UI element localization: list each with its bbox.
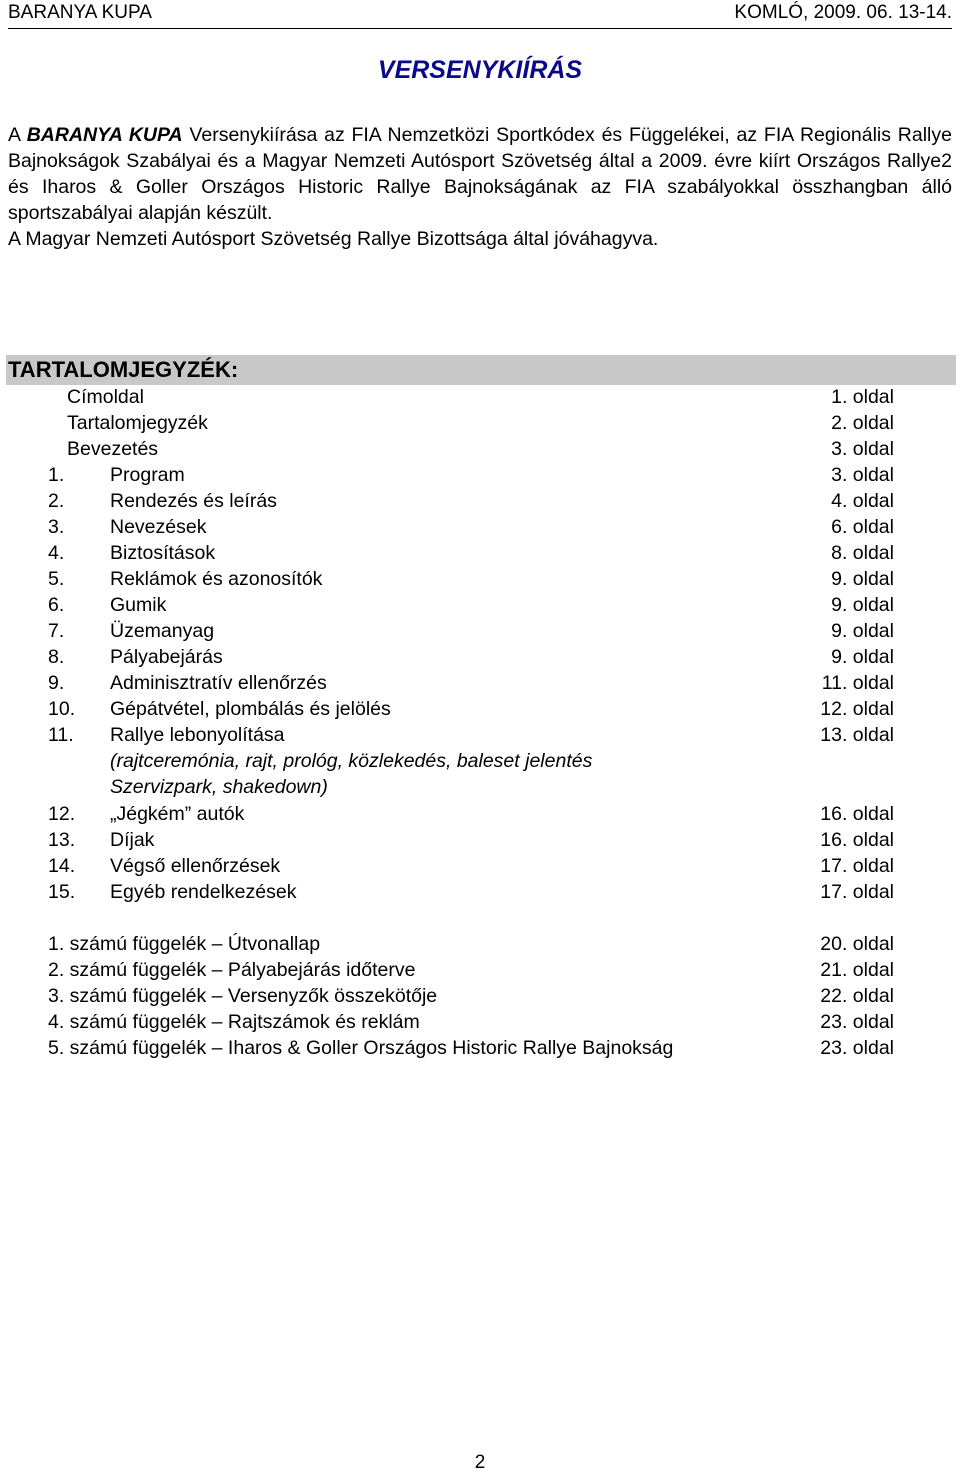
toc-label: Biztosítások	[110, 542, 216, 564]
toc-row	[0, 644, 960, 670]
toc-page: 3. oldal	[831, 464, 894, 486]
page-header	[8, 0, 952, 29]
toc-number: 8.	[48, 646, 65, 668]
toc-number: 1.	[48, 464, 65, 486]
toc-row	[0, 827, 960, 853]
appendix-page: 23. oldal	[820, 1037, 894, 1059]
toc-label: Egyéb rendelkezések	[110, 881, 297, 903]
intro-prefix: A	[8, 124, 27, 146]
toc-label: „Jégkém” autók	[110, 803, 245, 825]
page-title: VERSENYKIÍRÁS	[377, 56, 583, 84]
toc-note-line: (rajtceremónia, rajt, prológ, közlekedés, baleset jelentés	[110, 750, 593, 772]
toc-label: Nevezések	[110, 516, 207, 538]
toc-page: 1. oldal	[831, 386, 894, 408]
toc-item-note	[110, 748, 750, 800]
toc-page: 13. oldal	[820, 724, 894, 746]
appendix-page: 22. oldal	[820, 985, 894, 1007]
header-event-name: BARANYA KUPA	[8, 2, 152, 23]
toc-number: 3.	[48, 516, 65, 538]
intro-body: Versenykiírása az FIA Nemzetközi Sportkódex és Függelékei, az FIA Regionális Rallye Bajnokságok Szabályai és a Magyar Nemzeti Autósport Szövetség által a 2009. évre kiírt Országos Rallye2 és Iharos & Goller Országos Historic Rallye Bajnokságának az FIA szabályokkal összhangban álló sportszabályai alapján készült.	[8, 124, 952, 224]
toc-row	[0, 384, 960, 410]
toc-number: 10.	[48, 698, 76, 720]
page-number: 2	[474, 1452, 486, 1473]
toc-number: 4.	[48, 542, 65, 564]
toc-page: 17. oldal	[820, 881, 894, 903]
toc-number: 6.	[48, 594, 65, 616]
toc-label: Program	[110, 464, 185, 486]
toc-row	[0, 879, 960, 905]
toc-row	[0, 540, 960, 566]
toc-page: 3. oldal	[831, 438, 894, 460]
toc-label: Gépátvétel, plombálás és jelölés	[110, 698, 391, 720]
appendix-label: 1. számú függelék – Útvonallap	[48, 933, 321, 955]
toc-page: 17. oldal	[820, 855, 894, 877]
toc-row	[0, 670, 960, 696]
toc-page: 9. oldal	[831, 568, 894, 590]
toc-row	[0, 488, 960, 514]
toc-number: 9.	[48, 672, 65, 694]
toc-page: 12. oldal	[820, 698, 894, 720]
intro-text	[8, 122, 952, 252]
toc-page: 9. oldal	[831, 646, 894, 668]
appendix-page: 20. oldal	[820, 933, 894, 955]
intro-paragraph	[8, 122, 952, 226]
appendix-row	[0, 1009, 960, 1035]
toc-row	[0, 618, 960, 644]
toc-label: Címoldal	[67, 386, 144, 408]
toc-row	[0, 436, 960, 462]
toc-number: 12.	[48, 803, 76, 825]
toc-label: Díjak	[110, 829, 155, 851]
toc-label: Tartalomjegyzék	[67, 412, 208, 434]
toc-heading: TARTALOMJEGYZÉK:	[6, 355, 956, 385]
appendix-page: 21. oldal	[820, 959, 894, 981]
appendix-page: 23. oldal	[820, 1011, 894, 1033]
toc-page: 9. oldal	[831, 594, 894, 616]
toc-label: Bevezetés	[67, 438, 159, 460]
toc-row	[0, 566, 960, 592]
toc-label: Rallye lebonyolítása	[110, 724, 285, 746]
appendix-row	[0, 931, 960, 957]
toc-label: Gumik	[110, 594, 167, 616]
toc-page: 11. oldal	[821, 672, 894, 694]
toc-page: 16. oldal	[820, 829, 894, 851]
toc-number: 15.	[48, 881, 76, 903]
appendix-row	[0, 1035, 960, 1061]
toc-row	[0, 462, 960, 488]
toc-note-line: Szervizpark, shakedown)	[110, 776, 328, 798]
toc-page: 6. oldal	[831, 516, 894, 538]
toc-row	[0, 410, 960, 436]
toc-row	[0, 853, 960, 879]
toc-number: 7.	[48, 620, 65, 642]
toc-label: Üzemanyag	[110, 620, 215, 642]
appendix-row	[0, 957, 960, 983]
intro-approval: A Magyar Nemzeti Autósport Szövetség Rallye Bizottsága által jóváhagyva.	[8, 228, 659, 250]
header-location-date: KOMLÓ, 2009. 06. 13-14.	[734, 2, 952, 23]
appendix-label: 3. számú függelék – Versenyzők összekötője	[48, 985, 438, 1007]
toc-page: 16. oldal	[820, 803, 894, 825]
toc-number: 5.	[48, 568, 65, 590]
toc-row	[0, 696, 960, 722]
toc-number: 11.	[48, 724, 74, 746]
toc-label: Végső ellenőrzések	[110, 855, 281, 877]
toc-row	[0, 801, 960, 827]
toc-number: 2.	[48, 490, 65, 512]
toc-row	[0, 722, 960, 748]
appendix-row	[0, 983, 960, 1009]
toc-label: Pályabejárás	[110, 646, 223, 668]
intro-brand: BARANYA KUPA	[26, 124, 183, 146]
appendix-label: 2. számú függelék – Pályabejárás időterve	[48, 959, 416, 981]
toc-number: 14.	[48, 855, 76, 877]
toc-row	[0, 592, 960, 618]
toc-label: Rendezés és leírás	[110, 490, 277, 512]
toc-page: 4. oldal	[831, 490, 894, 512]
toc-label: Reklámok és azonosítók	[110, 568, 323, 590]
toc-page: 2. oldal	[831, 412, 894, 434]
toc-number: 13.	[48, 829, 76, 851]
toc-page: 8. oldal	[831, 542, 894, 564]
toc-page: 9. oldal	[831, 620, 894, 642]
toc-row	[0, 514, 960, 540]
appendix-label: 5. számú függelék – Iharos & Goller Országos Historic Rallye Bajnokság	[48, 1037, 674, 1059]
appendix-label: 4. számú függelék – Rajtszámok és reklám	[48, 1011, 420, 1033]
toc-label: Adminisztratív ellenőrzés	[110, 672, 327, 694]
